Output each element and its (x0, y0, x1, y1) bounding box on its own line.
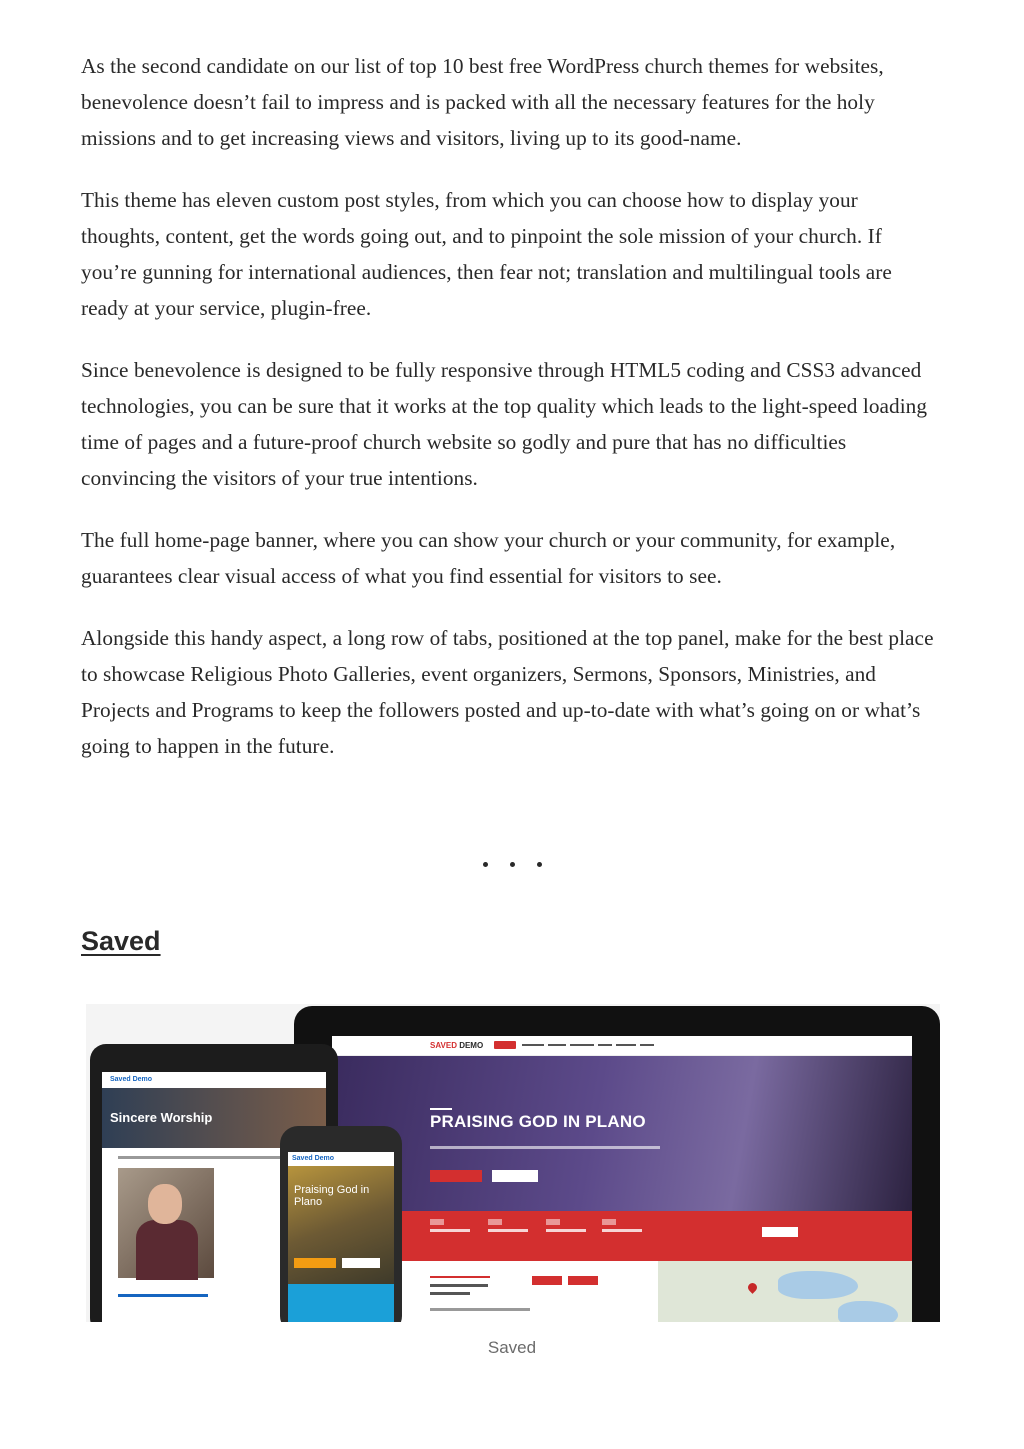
more-events-button (762, 1227, 798, 1237)
separator-dot (483, 862, 488, 867)
desktop-nav-item (616, 1044, 636, 1046)
desktop-nav-pill (494, 1041, 516, 1049)
event-title (602, 1229, 642, 1232)
desktop-nav-item (570, 1044, 594, 1046)
event-date (546, 1219, 560, 1225)
video-person (136, 1220, 198, 1280)
tablet-video (118, 1168, 214, 1278)
desktop-events-band (332, 1211, 912, 1261)
event-date (430, 1219, 444, 1225)
hero-accent-bar (430, 1108, 452, 1110)
article-body (81, 48, 941, 790)
desktop-nav-item (522, 1044, 544, 1046)
event-title (488, 1229, 528, 1232)
address-line (430, 1292, 470, 1295)
map-water (778, 1271, 858, 1299)
phone-logo: Saved Demo (292, 1155, 335, 1162)
desktop-hero-subtitle (430, 1146, 660, 1149)
desktop-nav (332, 1036, 912, 1056)
phone-mockup (280, 1126, 402, 1322)
section-separator (0, 850, 1024, 880)
paragraph-4: The full home-page banner, where you can show your church or your community, for example, guarantees clear visual access of what you find essential for visitors to see. (81, 528, 896, 588)
desktop-hero-banner (332, 1056, 912, 1211)
phone-screen (288, 1152, 394, 1322)
paragraph-5: Alongside this handy aspect, a long row of tabs, positioned at the top panel, make for the best place to showcase Religious Photo Galleries, event organizers, Sermons, Sponsors, Ministries, and Projects and Programs to keep the followers posted and up-to-date with what’s going on or what’s going to happen in the future. (81, 626, 934, 758)
desktop-screen (332, 1036, 912, 1322)
section-heading-link[interactable]: Saved (81, 926, 161, 956)
phone-hero-title: Praising God in Plano (294, 1184, 370, 1208)
phone-hero-button-primary (294, 1258, 336, 1268)
desktop-nav-item (548, 1044, 566, 1046)
event-date (602, 1219, 616, 1225)
address-block (430, 1276, 490, 1290)
tablet-logo: Saved Demo (110, 1076, 153, 1083)
desktop-hero-button-primary (430, 1170, 482, 1182)
tablet-action-row (118, 1294, 208, 1297)
address-line (430, 1284, 488, 1287)
event-title (430, 1229, 470, 1232)
desktop-nav-item (640, 1044, 654, 1046)
address-line (430, 1308, 530, 1311)
phone-hero-button-secondary (342, 1258, 380, 1268)
directions-button (532, 1276, 562, 1285)
desktop-map (658, 1261, 912, 1322)
locations-button (568, 1276, 598, 1285)
paragraph-1: As the second candidate on our list of top 10 best free WordPress church themes for websites, benevolence doesn’t fail to impress and is packed with all the necessary features for the holy missions and to get increasing views and visitors, living up to its good-name. (81, 54, 884, 150)
paragraph-3: Since benevolence is designed to be fully responsive through HTML5 coding and CSS3 advanced technologies, you can be sure that it works at the top quality which leads to the light-speed loading time of pages and a future-proof church website so godly and pure that has no difficulties convincing the visitors of your true intentions. (81, 358, 928, 490)
desktop-hero-button-secondary (492, 1170, 538, 1182)
desktop-nav-item (598, 1044, 612, 1046)
tablet-hero-title: Sincere Worship (110, 1110, 213, 1125)
tablet-tabs-row (118, 1156, 298, 1159)
desktop-hero-title: PRAISING GOD IN PLANO (430, 1112, 646, 1131)
map-water (838, 1301, 898, 1322)
phone-events-band (288, 1284, 394, 1322)
separator-dot (510, 862, 515, 867)
paragraph-2: This theme has eleven custom post styles, from which you can choose how to display your thoughts, content, get the words going out, and to pinpoint the sole mission of your church. If you’re gunning for international audiences, then fear not; translation and multilingual tools are ready at your service, plugin-free. (81, 188, 892, 320)
event-date (488, 1219, 502, 1225)
figure-caption: Saved (487, 1338, 537, 1357)
theme-screenshot-figure (86, 1004, 940, 1322)
phone-hero (288, 1166, 394, 1284)
event-title (546, 1229, 586, 1232)
separator-dot (537, 862, 542, 867)
video-person-face (148, 1184, 182, 1224)
desktop-logo: SAVED DEMO (430, 1041, 484, 1050)
map-pin-icon (746, 1281, 759, 1294)
